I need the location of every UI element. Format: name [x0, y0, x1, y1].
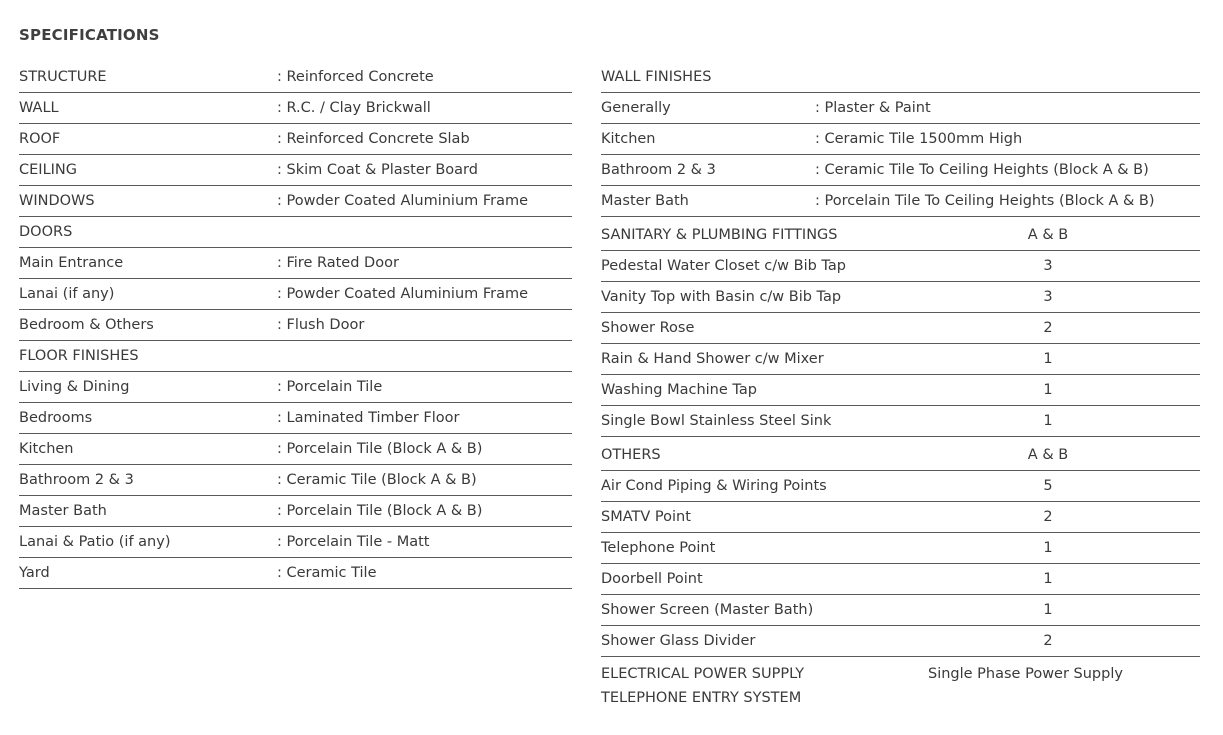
telephone-entry-label: TELEPHONE ENTRY SYSTEM [601, 690, 802, 706]
fitting-row [601, 375, 1200, 406]
others-row [601, 471, 1200, 502]
others-qty: 1 [1043, 540, 1053, 556]
electrical-power-row [601, 662, 1200, 686]
spec-label: Lanai & Patio (if any) [19, 534, 171, 550]
spec-row-bathroom [601, 155, 1200, 186]
section-heading: SANITARY & PLUMBING FITTINGS [601, 227, 838, 243]
fitting-row [601, 313, 1200, 344]
others-label: Air Cond Piping & Wiring Points [601, 478, 827, 494]
section-heading-wall-finishes [601, 62, 1200, 93]
section-heading-others [601, 440, 1200, 471]
spec-label: Master Bath [19, 503, 107, 519]
spec-label: CEILING [19, 162, 77, 178]
spec-value: : Reinforced Concrete Slab [277, 131, 470, 147]
telephone-entry-row [601, 686, 1200, 710]
spec-label: Main Entrance [19, 255, 124, 271]
column-heading-qty: A & B [1027, 227, 1069, 243]
electrical-value: Single Phase Power Supply [928, 666, 1123, 682]
others-label: Doorbell Point [601, 571, 703, 587]
others-row [601, 595, 1200, 626]
spec-value: : Porcelain Tile [277, 379, 383, 395]
page-title: SPECIFICATIONS [19, 26, 160, 44]
fitting-label: Rain & Hand Shower c/w Mixer [601, 351, 824, 367]
section-heading-doors [19, 217, 572, 248]
spec-value: : Ceramic Tile (Block A & B) [277, 472, 477, 488]
column-heading-qty: A & B [1027, 447, 1069, 463]
spec-row-kitchen [601, 124, 1200, 155]
left-spec-table [19, 62, 572, 589]
spec-value: : Porcelain Tile To Ceiling Heights (Block A & B) [815, 193, 1155, 209]
spec-row-master-bath [19, 496, 572, 527]
fitting-label: Pedestal Water Closet c/w Bib Tap [601, 258, 846, 274]
section-heading-floor-finishes [19, 341, 572, 372]
others-label: Shower Glass Divider [601, 633, 756, 649]
spec-row-windows [19, 186, 572, 217]
section-heading: OTHERS [601, 447, 661, 463]
fitting-qty: 3 [1043, 258, 1053, 274]
spec-row-lanai-patio [19, 527, 572, 558]
spec-label: Yard [19, 565, 50, 581]
others-qty: 1 [1043, 571, 1053, 587]
spec-value: : Ceramic Tile [277, 565, 377, 581]
fitting-label: Single Bowl Stainless Steel Sink [601, 413, 832, 429]
spec-label: STRUCTURE [19, 69, 107, 85]
fitting-row [601, 282, 1200, 313]
spec-value: : Plaster & Paint [815, 100, 931, 116]
others-label: Shower Screen (Master Bath) [601, 602, 814, 618]
others-row [601, 533, 1200, 564]
fitting-qty: 1 [1043, 382, 1053, 398]
section-heading: FLOOR FINISHES [19, 348, 139, 364]
spec-label: ROOF [19, 131, 61, 147]
spec-value: : Ceramic Tile To Ceiling Heights (Block A & B) [815, 162, 1149, 178]
spec-row-wall [19, 93, 572, 124]
spec-value: : Laminated Timber Floor [277, 410, 460, 426]
spec-value: : Reinforced Concrete [277, 69, 434, 85]
spec-row-roof [19, 124, 572, 155]
fitting-row [601, 251, 1200, 282]
fitting-label: Washing Machine Tap [601, 382, 757, 398]
fitting-row [601, 344, 1200, 375]
fitting-row [601, 406, 1200, 437]
spec-value: : Porcelain Tile (Block A & B) [277, 503, 483, 519]
others-qty: 1 [1043, 602, 1053, 618]
spec-label: Living & Dining [19, 379, 130, 395]
spec-value: : R.C. / Clay Brickwall [277, 100, 431, 116]
spec-label: Bedroom & Others [19, 317, 154, 333]
spec-value: : Skim Coat & Plaster Board [277, 162, 478, 178]
fitting-label: Shower Rose [601, 320, 695, 336]
spec-label: Bathroom 2 & 3 [19, 472, 134, 488]
spec-label: Generally [601, 100, 671, 116]
spec-value: : Powder Coated Aluminium Frame [277, 286, 529, 302]
spec-row-generally [601, 93, 1200, 124]
spec-value: : Powder Coated Aluminium Frame [277, 193, 529, 209]
spec-row-lanai [19, 279, 572, 310]
spec-row-living-dining [19, 372, 572, 403]
spec-value: : Porcelain Tile (Block A & B) [277, 441, 483, 457]
others-row [601, 564, 1200, 595]
fitting-qty: 1 [1043, 413, 1053, 429]
spec-row-structure [19, 62, 572, 93]
others-qty: 2 [1043, 633, 1053, 649]
section-heading: WALL FINISHES [601, 69, 712, 85]
spec-row-bedroom-others [19, 310, 572, 341]
others-row [601, 502, 1200, 533]
spec-row-ceiling [19, 155, 572, 186]
spec-value: : Flush Door [277, 317, 365, 333]
others-qty: 2 [1043, 509, 1053, 525]
others-row [601, 626, 1200, 657]
spec-label: Kitchen [601, 131, 656, 147]
spec-row-master-bath [601, 186, 1200, 217]
spec-label: Bathroom 2 & 3 [601, 162, 716, 178]
right-spec-table [601, 62, 1200, 710]
spec-row-yard [19, 558, 572, 589]
spec-value: : Porcelain Tile - Matt [277, 534, 430, 550]
electrical-label: ELECTRICAL POWER SUPPLY [601, 666, 805, 682]
others-label: SMATV Point [601, 509, 691, 525]
spec-label: Lanai (if any) [19, 286, 115, 302]
spec-value: : Fire Rated Door [277, 255, 399, 271]
spec-row-kitchen [19, 434, 572, 465]
others-label: Telephone Point [601, 540, 716, 556]
fitting-label: Vanity Top with Basin c/w Bib Tap [601, 289, 842, 305]
fitting-qty: 3 [1043, 289, 1053, 305]
spec-label: WALL [19, 100, 59, 116]
section-heading: DOORS [19, 224, 73, 240]
spec-row-bedrooms [19, 403, 572, 434]
others-qty: 5 [1043, 478, 1053, 494]
fitting-qty: 2 [1043, 320, 1053, 336]
fitting-qty: 1 [1043, 351, 1053, 367]
spec-label: Master Bath [601, 193, 689, 209]
section-heading-sanitary [601, 220, 1200, 251]
spec-label: Kitchen [19, 441, 74, 457]
spec-value: : Ceramic Tile 1500mm High [815, 131, 1023, 147]
spec-row-bathroom [19, 465, 572, 496]
spec-label: WINDOWS [19, 193, 95, 209]
spec-label: Bedrooms [19, 410, 93, 426]
spec-row-main-entrance [19, 248, 572, 279]
